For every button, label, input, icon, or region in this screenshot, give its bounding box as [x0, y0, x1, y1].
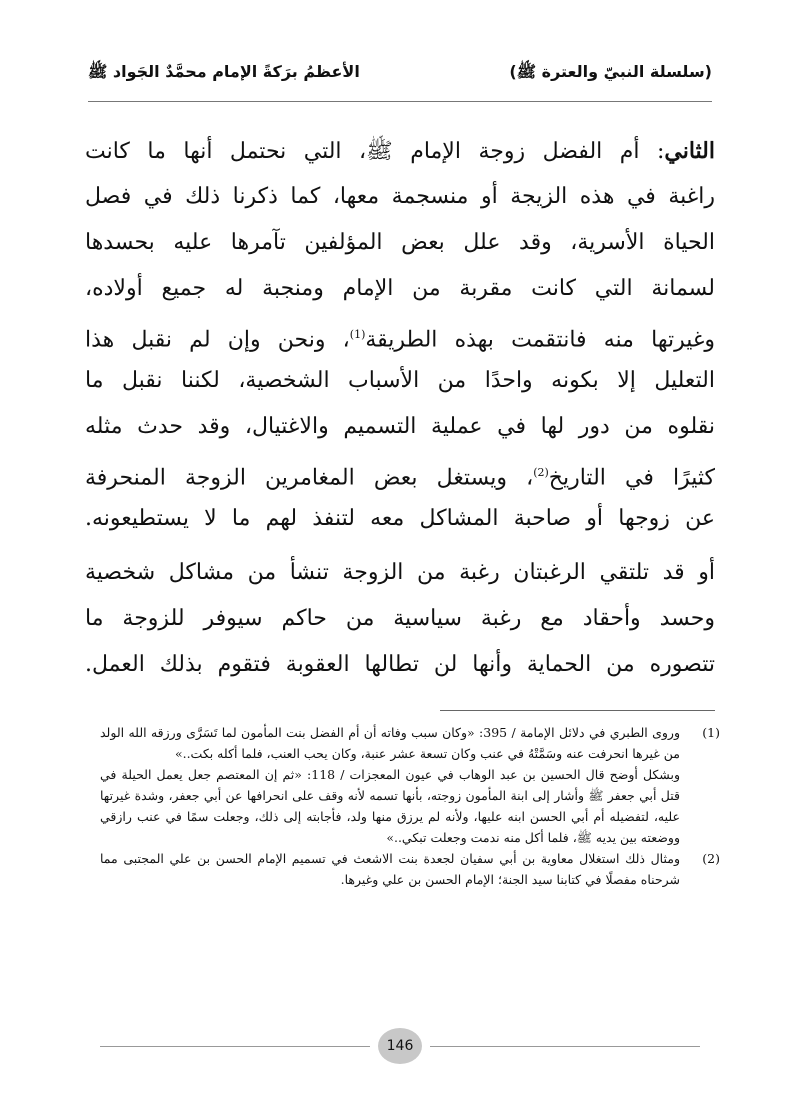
footnote-text: وروى الطبري في دلائل الإمامة / 395: «وكان سبب وفاته أن أم الفضل بنت المأمون لما تَسَرَّى ورزقه الله الولد من غيرها انحرفت عنه وسَمَّتْهُ في عنب وكان تسعة عشر عنبة، وكان يحب العنب، فلما أكله بكت..»: [100, 725, 680, 761]
text-line: الحياة الأسرية، وقد علل بعض المؤلفين تآمرها عليه بحسدها: [85, 230, 715, 255]
text-line: وحسد وأحقاد مع رغبة سياسية من حاكم سيوفر للزوجة ما: [85, 606, 716, 631]
footnote-ref-1[interactable]: (1): [349, 328, 366, 341]
text-line: [85, 128, 715, 174]
text-line: عن زوجها أو صاحبة المشاكل معه لتنفذ لهم ما لا يستطيعونه.: [85, 506, 715, 531]
text-line: لسمانة التي كانت مقربة من الإمام ومنجبة له جميع أولاده،: [85, 276, 715, 301]
header-divider: [88, 101, 712, 102]
text-span: وغيرتها منه فانتقمت بهذه الطريقة: [365, 327, 715, 353]
footnote-number: (1): [702, 725, 720, 740]
text-line: تتصوره من الحماية وأنها لن تطالها العقوبة فتقوم بذلك العمل.: [85, 652, 715, 677]
book-title: الأعظمُ برَكةً الإمام محمَّدٌ الجَواد ﷺ: [88, 61, 360, 81]
text-span: : أم الفضل زوجة الإمام ﷺ، التي نحتمل أنها ما كانت: [85, 139, 665, 164]
series-title: (سلسلة النبيّ والعترة ﷺ): [509, 61, 712, 81]
text-line: راغبة في هذه الزيجة أو منسجمة معها، كما ذكرنا ذلك في فصل: [85, 184, 715, 209]
footnote: [100, 848, 720, 890]
footer-rule-right: [430, 1046, 700, 1047]
footnote-divider: [440, 710, 715, 711]
text-line: نقلوه من دور لها في عملية التسميم والاغتيال، وقد حدث مثله: [85, 414, 715, 439]
footnote-number: (2): [702, 851, 720, 866]
footnotes: [100, 722, 720, 890]
footnote-text: ومثال ذلك استغلال معاوية بن أبي سفيان لجعدة بنت الاشعث في تسميم الإمام الحسن بن علي المجتبى مما شرحناه مفصلًا في كتابنا سيد الجنة؛ الإمام الحسن بن علي وغيرها.: [100, 851, 680, 887]
footnote-number: [680, 764, 720, 848]
text-span: كثيرًا في التاريخ: [548, 465, 716, 491]
text-line: أو قد تلتقي الرغبتان رغبة من الزوجة تنشأ من مشاكل شخصية: [85, 560, 715, 585]
footnote: [100, 722, 720, 764]
text-line: التعليل إلا بكونه واحدًا من الأسباب الشخصية، لكننا نقبل ما: [85, 368, 715, 393]
text-span: ، ونحن وإن لم نقبل هذا: [85, 327, 350, 353]
page-number: 146: [378, 1028, 422, 1064]
text-line: [85, 312, 715, 358]
running-header: [88, 58, 712, 88]
footer-rule-left: [100, 1046, 370, 1047]
text-span: ، ويستغل بعض المغامرين الزوجة المنحرفة: [85, 465, 534, 491]
footnote-text: وبشكل أوضح قال الحسين بن عبد الوهاب في عيون المعجزات / 118: «ثم إن المعتصم جعل يعمل الحيلة في قتل أبي جعفر ﷺ وأشار إلى ابنة المأمون زوجته، بأنها تسمه لأنه وقف على انحرافها عن أبي جعفر، وشدة غيرتها عليه، لتفضيله أم أبي الحسن ابنه عليها، ولأنه لم يرزق منها ولد، فأجابته إلى ذلك، وجعلت سمًا في عنب رازقي ووضعته بين يديه ﷺ، فلما أكل منه ندمت وجعلت تبكي..»: [100, 767, 680, 845]
footnote: [100, 764, 720, 848]
text-line: [85, 450, 715, 496]
page-footer: [100, 1028, 700, 1064]
footnote-ref-2[interactable]: (2): [533, 466, 549, 479]
paragraph-lead: الثاني: [664, 138, 715, 164]
main-text: [85, 128, 715, 688]
